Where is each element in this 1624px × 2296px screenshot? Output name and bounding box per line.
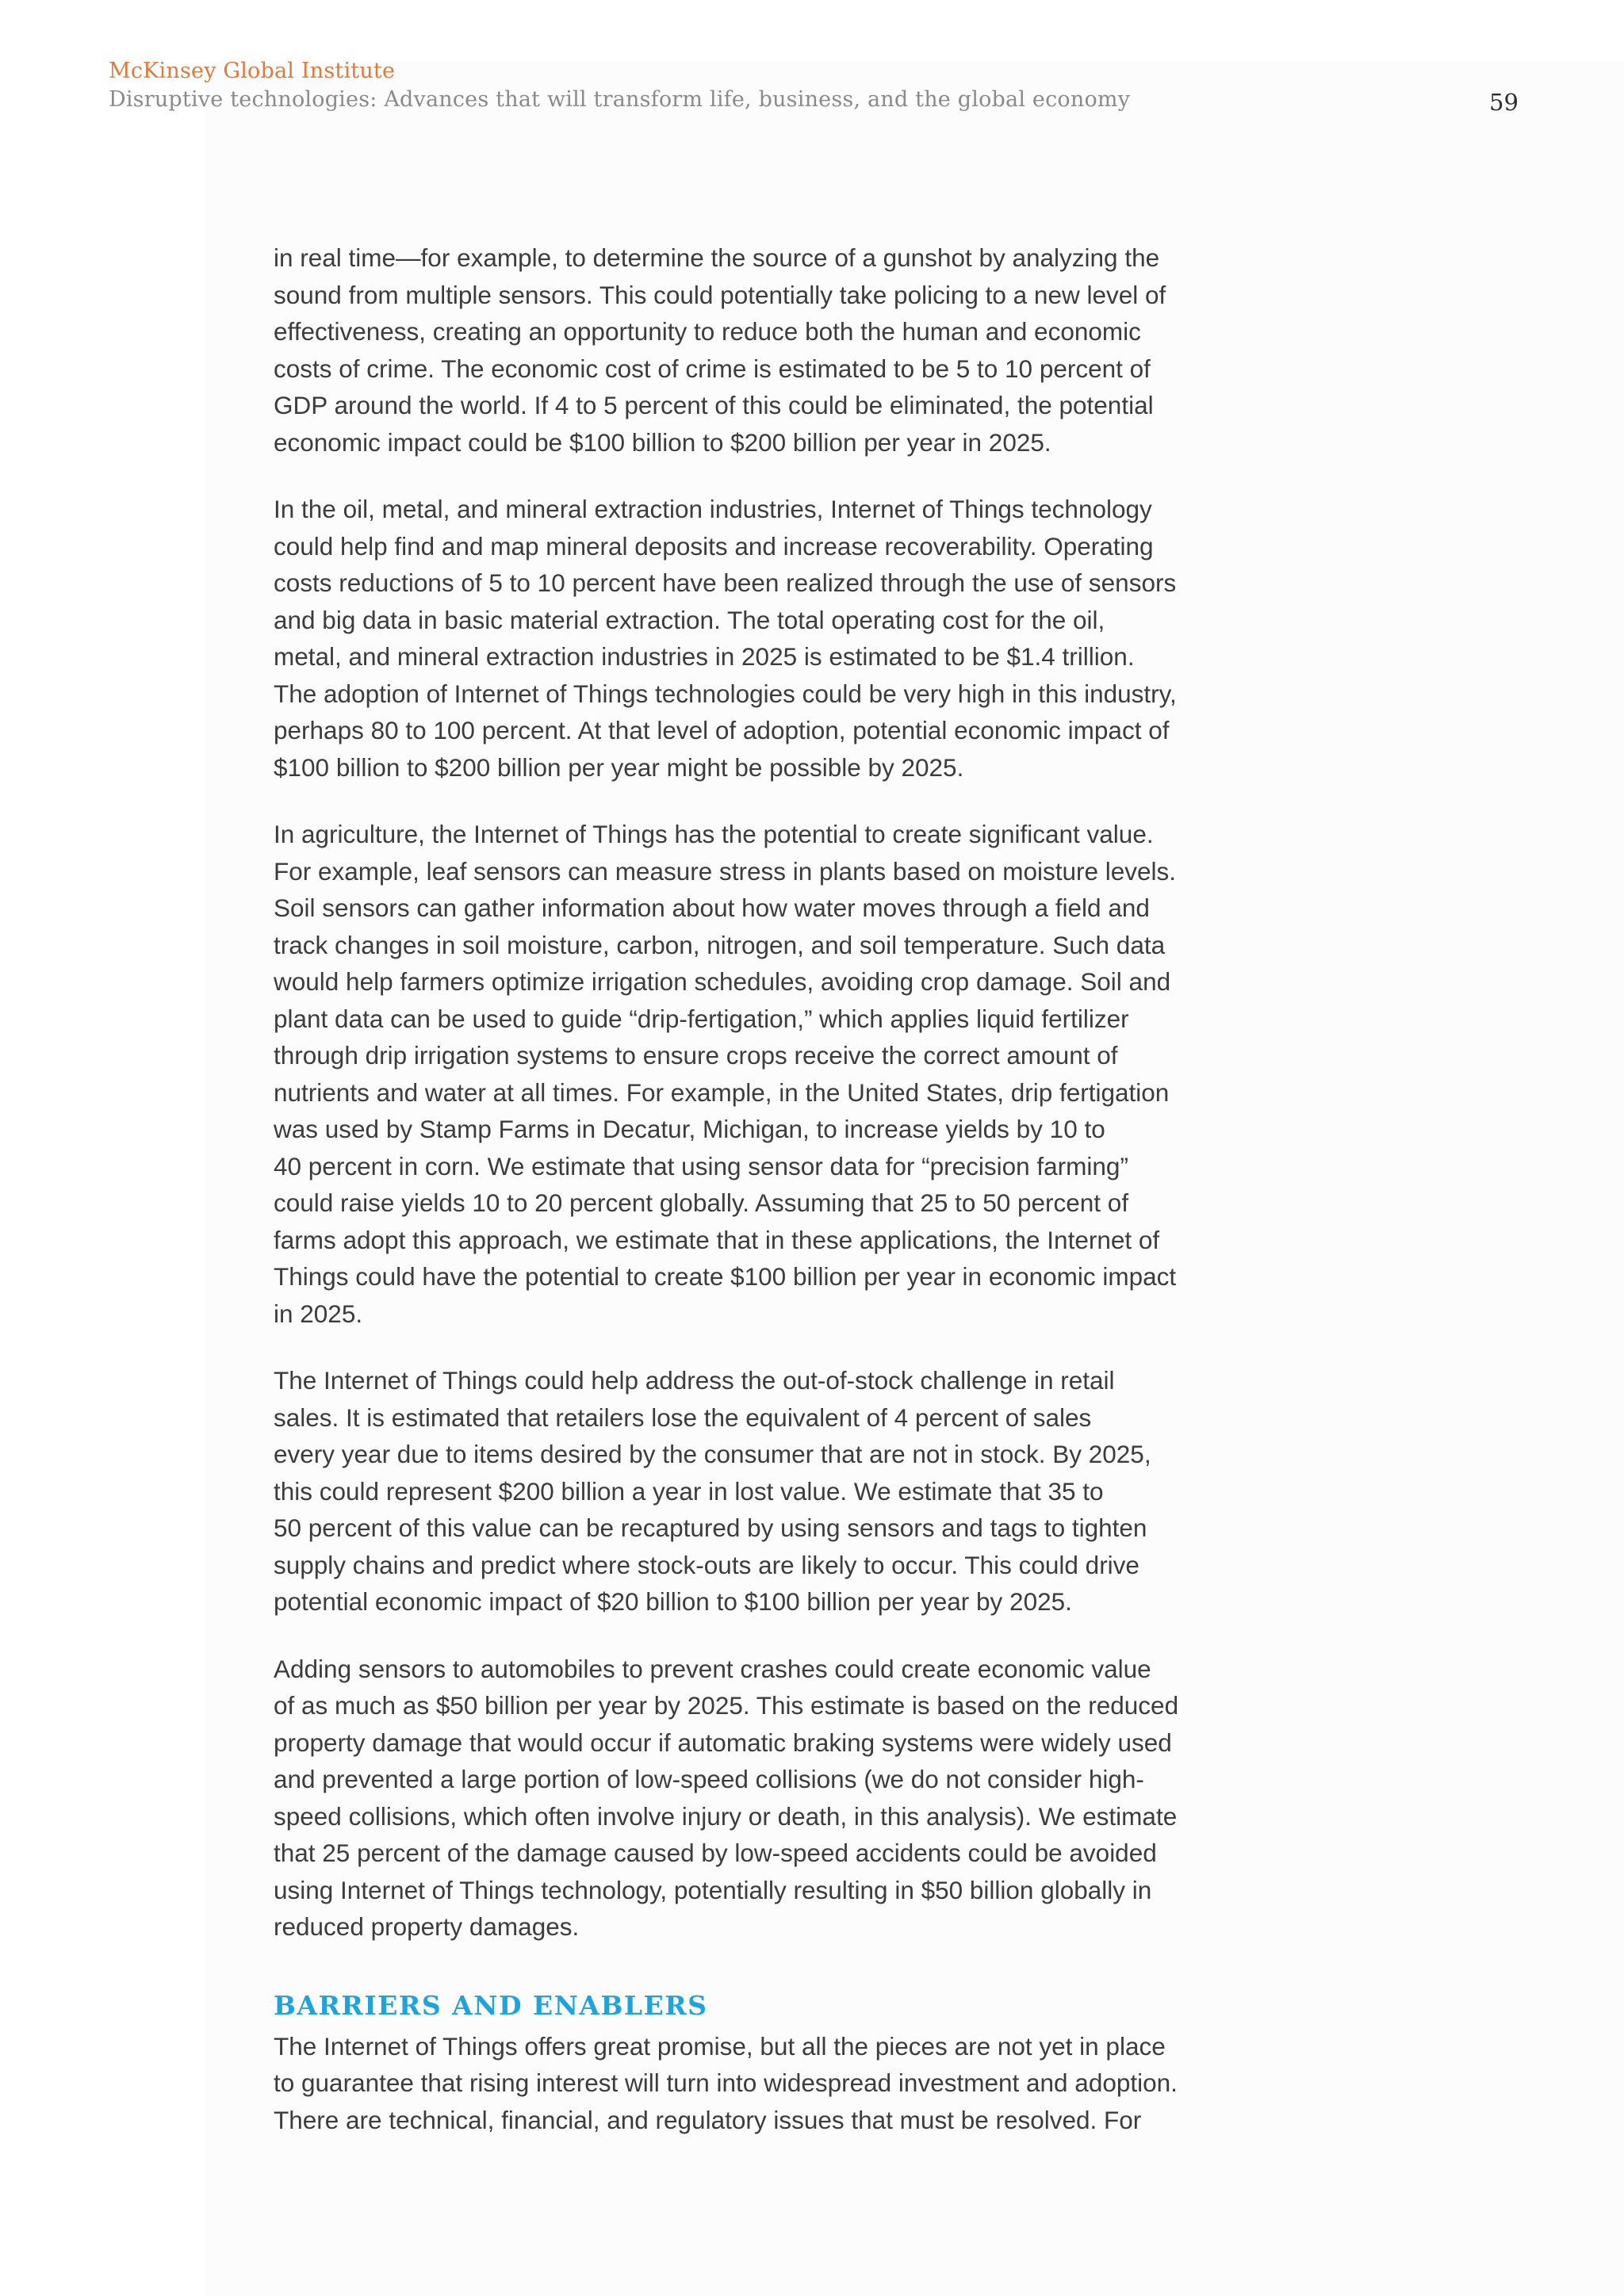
text-line: would help farmers optimize irrigation schedules, avoiding crop damage. Soil and [274, 967, 1171, 996]
text-line: $100 billion to $200 billion per year might be possible by 2025. [274, 752, 964, 782]
text-line: There are technical, financial, and regulatory issues that must be resolved. For [274, 2105, 1142, 2134]
text-line: Adding sensors to automobiles to prevent crashes could create economic value [274, 1654, 1151, 1683]
body-paragraph [274, 239, 1265, 461]
text-line: every year due to items desired by the consumer that are not in stock. By 2025, [274, 1440, 1151, 1468]
text-line: through drip irrigation systems to ensure crops receive the correct amount of [274, 1041, 1118, 1070]
text-line: property damage that would occur if automatic braking systems were widely used [274, 1728, 1172, 1757]
text-line: For example, leaf sensors can measure stress in plants based on moisture levels. [274, 856, 1177, 886]
text-line: in 2025. [274, 1299, 363, 1328]
text-line: nutrients and water at all times. For example, in the United States, drip fertigation [274, 1077, 1170, 1107]
body-paragraph [274, 491, 1265, 786]
text-line: Soil sensors can gather information about how water moves through a field and [274, 894, 1150, 922]
text-line: in real time—for example, to determine the source of a gunshot by analyzing the [274, 243, 1160, 272]
text-line: supply chains and predict where stock-outs are likely to occur. This could drive [274, 1550, 1139, 1579]
text-line: The Internet of Things offers great promise, but all the pieces are not yet in place [274, 2031, 1166, 2061]
text-line: and big data in basic material extraction. The total operating cost for the oil, [274, 605, 1105, 634]
text-line: potential economic impact of $20 billion to $100 billion per year by 2025. [274, 1587, 1072, 1616]
text-line: to guarantee that rising interest will turn into widespread investment and adoption. [274, 2068, 1178, 2097]
text-line: using Internet of Things technology, potentially resulting in $50 billion globally in [274, 1875, 1152, 1904]
text-line: The adoption of Internet of Things technologies could be very high in this industry, [274, 679, 1177, 708]
text-line: In the oil, metal, and mineral extraction industries, Internet of Things technology [274, 495, 1152, 523]
text-line: Things could have the potential to create $100 billion per year in economic impact [274, 1262, 1177, 1291]
text-line: speed collisions, which often involve injury or death, in this analysis). We estimate [274, 1801, 1178, 1831]
body-paragraph [274, 816, 1265, 1332]
text-line: In agriculture, the Internet of Things has the potential to create significant value. [274, 820, 1154, 848]
body-paragraph [274, 1362, 1265, 1621]
text-line: 50 percent of this value can be recaptured by using sensors and tags to tighten [274, 1513, 1147, 1542]
text-line: perhaps 80 to 100 percent. At that level of adoption, potential economic impact of [274, 716, 1170, 744]
text-line: effectiveness, creating an opportunity to reduce both the human and economic [274, 317, 1141, 346]
body-paragraph [274, 2028, 1265, 2139]
publisher-name: McKinsey Global Institute [109, 59, 396, 83]
text-line: 40 percent in corn. We estimate that using sensor data for “precision farming” [274, 1151, 1128, 1181]
text-line: was used by Stamp Farms in Decatur, Michigan, to increase yields by 10 to [274, 1115, 1105, 1143]
text-line: sales. It is estimated that retailers lose the equivalent of 4 percent of sales [274, 1402, 1092, 1432]
section-heading: BARRIERS AND ENABLERS [274, 1989, 708, 2021]
text-line: metal, and mineral extraction industries in 2025 is estimated to be $1.4 trillion. [274, 642, 1135, 671]
text-line: The Internet of Things could help address the out-of-stock challenge in retail [274, 1366, 1115, 1395]
body-text-column [274, 239, 1265, 2168]
running-header [109, 57, 1130, 114]
text-line: this could represent $200 billion a year in lost value. We estimate that 35 to [274, 1476, 1104, 1506]
text-line: could raise yields 10 to 20 percent globally. Assuming that 25 to 50 percent of [274, 1188, 1129, 1217]
text-line: costs of crime. The economic cost of crime is estimated to be 5 to 10 percent of [274, 354, 1151, 383]
report-title: Disruptive technologies: Advances that will transform life, business, and the global economy [109, 87, 1131, 112]
text-line: costs reductions of 5 to 10 percent have been realized through the use of sensors [274, 568, 1177, 597]
text-line: of as much as $50 billion per year by 2025. This estimate is based on the reduced [274, 1691, 1179, 1720]
text-line: and prevented a large portion of low-speed collisions (we do not consider high- [274, 1765, 1144, 1793]
text-line: farms adopt this approach, we estimate that in these applications, the Internet of [274, 1225, 1160, 1254]
text-line: GDP around the world. If 4 to 5 percent of this could be eliminated, the potential [274, 391, 1154, 419]
text-line: could help find and map mineral deposits and increase recoverability. Operating [274, 531, 1154, 561]
body-paragraph [274, 1651, 1265, 1946]
text-line: reduced property damages. [274, 1912, 580, 1941]
text-line: economic impact could be $100 billion to $200 billion per year in 2025. [274, 427, 1051, 457]
text-line: sound from multiple sensors. This could potentially take policing to a new level of [274, 280, 1166, 309]
text-line: plant data can be used to guide “drip-fertigation,” which applies liquid fertilizer [274, 1004, 1129, 1033]
text-line: that 25 percent of the damage caused by low-speed accidents could be avoided [274, 1839, 1157, 1867]
page-number: 59 [1489, 89, 1519, 116]
text-line: track changes in soil moisture, carbon, nitrogen, and soil temperature. Such data [274, 930, 1166, 959]
